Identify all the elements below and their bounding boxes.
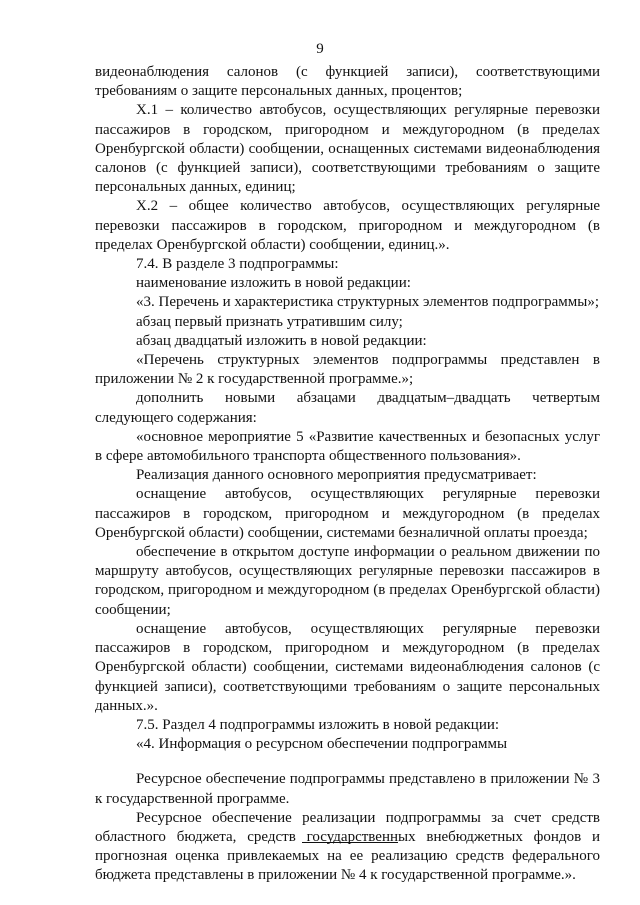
paragraph: «основное мероприятие 5 «Развитие качественных и безопасных услуг в сфере автомобильного транспорта общественного пользования». bbox=[95, 428, 600, 465]
paragraph: Ресурсное обеспечение подпрограммы представлено в приложении № 3 к государственной программе. bbox=[95, 771, 600, 807]
closing-rule bbox=[302, 842, 398, 843]
paragraph: Реализация данного основного мероприятия предусматривает: bbox=[136, 467, 537, 484]
paragraph: Х.1 – количество автобусов, осуществляющих регулярные перевозки пассажиров в городском, пригородном и междугородном (в пределах Оренбургской области) сообщении, оснащенных системами видеонаблюдения салонов (с функцией записи), соответствующими требованиям о защите персональных данных, единиц; bbox=[95, 102, 600, 196]
paragraph: Х.2 – общее количество автобусов, осуществляющих регулярные перевозки пассажиров в городском, пригородном и междугородном (в пределах Оренбургской области) сообщении, единиц.». bbox=[95, 198, 600, 253]
paragraph: обеспечение в открытом доступе информации о реальном движении по маршруту автобусов, осуществляющих регулярные перевозки пассажиров в городском, пригородном и междугородном (в пределах Оренбургской области) сообщении; bbox=[95, 544, 600, 618]
paragraph: оснащение автобусов, осуществляющих регулярные перевозки пассажиров в городском, пригородном и междугородном (в пределах Оренбургской области) сообщении, системами видеонаблюдения салонов (с функцией записи), соответствующими требованиям о защите персональных данных.». bbox=[95, 620, 600, 714]
page-number: 9 bbox=[316, 41, 324, 57]
paragraph: абзац двадцатый изложить в новой редакции: bbox=[136, 332, 427, 349]
paragraph: 7.4. В разделе 3 подпрограммы: bbox=[136, 256, 339, 273]
paragraph: Ресурсное обеспечение реализации подпрограммы за счет средств областного бюджета, средств государственных внебюджетных фондов и прогнозная оценка привлекаемых на ее реализацию средств федерального бюджета представлены в приложении № 4 к государственной программе.». bbox=[95, 809, 600, 884]
paragraph: видеонаблюдения салонов (с функцией записи), соответствующими требованиям о защите персональных данных, процентов; bbox=[95, 64, 600, 100]
paragraph: абзац первый признать утратившим силу; bbox=[136, 313, 403, 330]
paragraph: наименование изложить в новой редакции: bbox=[136, 275, 411, 292]
paragraph: 7.5. Раздел 4 подпрограммы изложить в новой редакции: bbox=[136, 716, 500, 733]
heading-spacer bbox=[95, 754, 600, 770]
paragraph: оснащение автобусов, осуществляющих регулярные перевозки пассажиров в городском, пригородном и междугородном (в пределах Оренбургской области) сообщении, системами безналичной оплаты проезда; bbox=[95, 486, 600, 541]
paragraph: дополнить новыми абзацами двадцатым–двадцать четвертым следующего содержания: bbox=[95, 390, 600, 426]
document-body bbox=[95, 63, 600, 886]
paragraph: «Перечень структурных элементов подпрограммы представлен в приложении № 2 к государственной программе.»; bbox=[95, 352, 600, 388]
section-heading: «4. Информация о ресурсном обеспечении подпрограммы bbox=[136, 736, 508, 753]
paragraph: «3. Перечень и характеристика структурных элементов подпрограммы»; bbox=[136, 294, 600, 311]
